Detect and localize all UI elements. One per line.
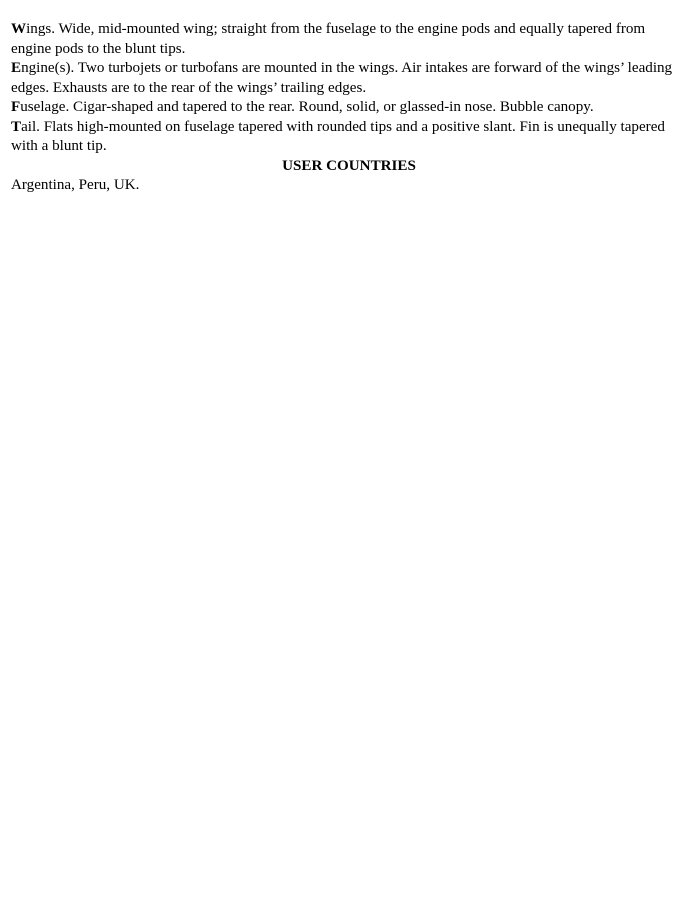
tail-lead-letter: T [11, 118, 22, 135]
engines-lead-letter: E [11, 60, 22, 76]
user-countries-list: Argentina, Peru, UK. [11, 177, 140, 193]
wings-text: ings. Wide, mid-mounted wing; straight from the fuselage to the engine pods and equally tapered from engine pods to the blunt tips. [11, 21, 646, 57]
fuselage-text: uselage. Cigar-shaped and tapered to the rear. Round, solid, or glassed-in nose. Bubble canopy. [20, 99, 594, 115]
wings-paragraph [11, 20, 687, 59]
wings-lead-letter: W [11, 21, 27, 37]
engines-text: ngine(s). Two turbojets or turbofans are mounted in the wings. Air intakes are forward of the wings’ leading edges. Exhausts are to the rear of the wings’ trailing edges. [11, 60, 673, 96]
fuselage-paragraph [11, 98, 687, 118]
tail-text: ail. Flats high-mounted on fuselage tapered with rounded tips and a positive slant. Fin is unequally tapered with a blunt tip. [11, 118, 665, 154]
document-page [11, 20, 687, 196]
engines-paragraph [11, 59, 687, 98]
tail-paragraph [11, 118, 687, 157]
user-countries-heading: USER COUNTRIES [282, 157, 416, 174]
fuselage-lead-letter: F [11, 99, 21, 115]
